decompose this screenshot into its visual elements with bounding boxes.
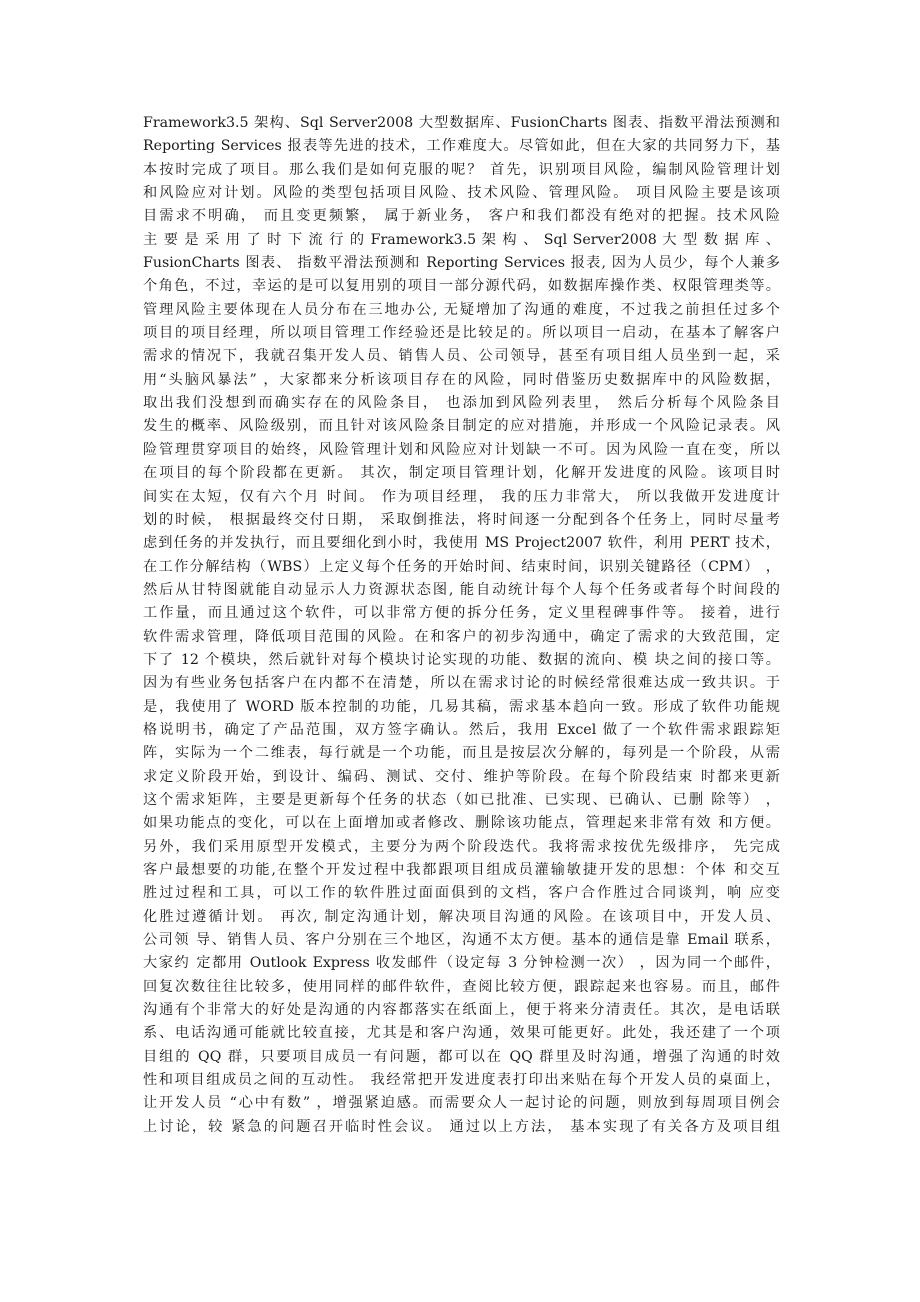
text-line: 求定义阶段开始，到设计、编码、测试、交付、维护等阶段。在每个阶段结束 时都来更新 (143, 768, 780, 785)
text-line: 阵，实际为一个二维表，每行就是一个功能，而且是按层次分解的，每列是一个阶段，从需 (143, 745, 780, 762)
text-line: 这个需求矩阵，主要是更新每个任务的状态（如已批准、已实现、已确认、已删 除等） ， (143, 791, 780, 808)
text-line: 软件需求管理，降低项目范围的风险。在和客户的初步沟通中，确定了需求的大致范围，定 (143, 628, 780, 645)
text-line: 上讨论，较 紧急的问题召开临时性会议。 通过以上方法， 基本实现了有关各方及项目组 (143, 1118, 780, 1135)
text-line: 沟通有个非常大的好处是沟通的内容都落实在纸面上，便于将来分清责任。其次，是电话联 (143, 1002, 780, 1019)
text-line: 间实在太短，仅有六个月 时间。 作为项目经理， 我的压力非常大， 所以我做开发进度计 (143, 488, 780, 505)
text-line: 是，我使用了 WORD 版本控制的功能，几易其稿，需求基本趋向一致。形成了软件功能规 (143, 698, 780, 715)
text-line: 系、电话沟通可能就比较直接，尤其是和客户沟通，效果可能更好。此处，我还建了一个项 (143, 1025, 780, 1042)
text-line: 让开发人员 “心中有数” ，增强紧迫感。而需要众人一起讨论的问题，则放到每周项目例会 (143, 1095, 780, 1112)
text-line: 险管理贯穿项目的始终，风险管理计划和风险应对计划缺一不可。因为风险一直在变，所以 (143, 441, 780, 458)
text-line: 划的时候， 根据最终交付日期， 采取倒推法，将时间逐一分配到各个任务上，同时尽量考 (143, 511, 780, 528)
text-line: 在工作分解结构（WBS）上定义每个任务的开始时间、结束时间，识别关键路径（CPM） ， (143, 558, 780, 575)
text-line: 格说明书，确定了产品范围，双方签字确认。然后，我用 Excel 做了一个软件需求跟踪矩 (143, 721, 780, 738)
text-line: 工作量，而且通过这个软件，可以非常方便的拆分任务，定义里程碑事件等。 接着，进行 (143, 605, 780, 622)
text-line: 因为有些业务包括客户在内都不在清楚，所以在需求讨论的时候经常很难达成一致共识。于 (143, 675, 780, 692)
text-line: 目组的 QQ 群，只要项目成员一有问题，都可以在 QQ 群里及时沟通，增强了沟通的时效 (143, 1048, 780, 1065)
text-line: 用“头脑风暴法” ，大家都来分析该项目存在的风险，同时借鉴历史数据库中的风险数据， (143, 371, 780, 388)
text-line: 项目的项目经理，所以项目管理工作经验还是比较足的。所以项目一启动，在基本了解客户 (143, 325, 780, 342)
text-line: 个角色，不过，幸运的是可以复用别的项目一部分源代码，如数据库操作类、权限管理类等。 (143, 278, 780, 295)
text-line: 在项目的每个阶段都在更新。 其次，制定项目管理计划，化解开发进度的风险。该项目时 (143, 465, 780, 482)
text-line: 性和项目组成员之间的互动性。 我经常把开发进度表打印出来贴在每个开发人员的桌面上， (143, 1072, 780, 1089)
text-line: 本按时完成了项目。那么我们是如何克服的呢？ 首先，识别项目风险，编制风险管理计划 (143, 161, 780, 178)
text-line: Framework3.5 架构、Sql Server2008 大型数据库、FusionCharts 图表、指数平滑法预测和 (143, 115, 780, 131)
text-line: 另外，我们采用原型开发模式，主要分为两个阶段迭代。我将需求按优先级排序， 先完成 (143, 838, 780, 855)
text-line: 取出我们没想到而确实存在的风险条目， 也添加到风险列表里， 然后分析每个风险条目 (143, 395, 780, 412)
text-line: 化胜过遵循计划。 再次, 制定沟通计划，解决项目沟通的风险。在该项目中，开发人员、 (143, 908, 780, 925)
text-line: 胜过过程和工具，可以工作的软件胜过面面俱到的文档，客户合作胜过合同谈判，响 应变 (143, 885, 780, 902)
text-line: 管理风险主要体现在人员分布在三地办公, 无疑增加了沟通的难度，不过我之前担任过多个 (143, 301, 780, 318)
text-line: 回复次数往往比较多，使用同样的邮件软件，查阅比较方便，跟踪起来也容易。而且，邮件 (143, 978, 780, 995)
text-line: 虑到任务的并发执行，而且要细化到小时，我使用 MS Project2007 软件，利用 PERT 技术， (143, 535, 780, 552)
text-line: 需求的情况下，我就召集开发人员、销售人员、公司领导，甚至有项目组人员坐到一起，采 (143, 348, 780, 365)
body-text (143, 112, 780, 1139)
text-line: 客户最想要的功能,在整个开发过程中我都跟项目组成员灌输敏捷开发的思想：个体 和交互 (143, 862, 780, 878)
text-line: 和风险应对计划。风险的类型包括项目风险、技术风险、管理风险。 项目风险主要是该项 (143, 185, 780, 202)
text-line: 下了 12 个模块，然后就针对每个模块讨论实现的功能、数据的流向、模 块之间的接口等。 (143, 651, 780, 668)
text-line: FusionCharts 图表、 指数平滑法预测和 Reporting Services 报表, 因为人员少，每个人兼多 (143, 255, 780, 272)
text-line: 目需求不明确， 而且变更频繁， 属于新业务， 客户和我们都没有绝对的把握。技术风险 (143, 208, 780, 225)
text-line: Reporting Services 报表等先进的技术，工作难度大。尽管如此，但在大家的共同努力下，基 (143, 138, 780, 155)
text-line: 大家约 定都用 Outlook Express 收发邮件（设定每 3 分钟检测一次） ，因为同一个邮件， (143, 955, 780, 972)
text-line: 公司领 导、销售人员、客户分别在三个地区，沟通不太方便。基本的通信是靠 Email 联系， (143, 932, 780, 949)
text-line: 如果功能点的变化，可以在上面增加或者修改、删除该功能点，管理起来非常有效 和方便。 (143, 815, 780, 832)
text-line: 主 要 是 采 用 了 时 下 流 行 的 Framework3.5 架 构 、 Sql Server2008 大 型 数 据 库 、 (143, 231, 780, 248)
text-line: 发生的概率、风险级别，而且针对该风险条目制定的应对措施，并形成一个风险记录表。风 (143, 418, 780, 435)
text-line: 然后从甘特图就能自动显示人力资源状态图, 能自动统计每个人每个任务或者每个时间段的 (143, 581, 780, 598)
